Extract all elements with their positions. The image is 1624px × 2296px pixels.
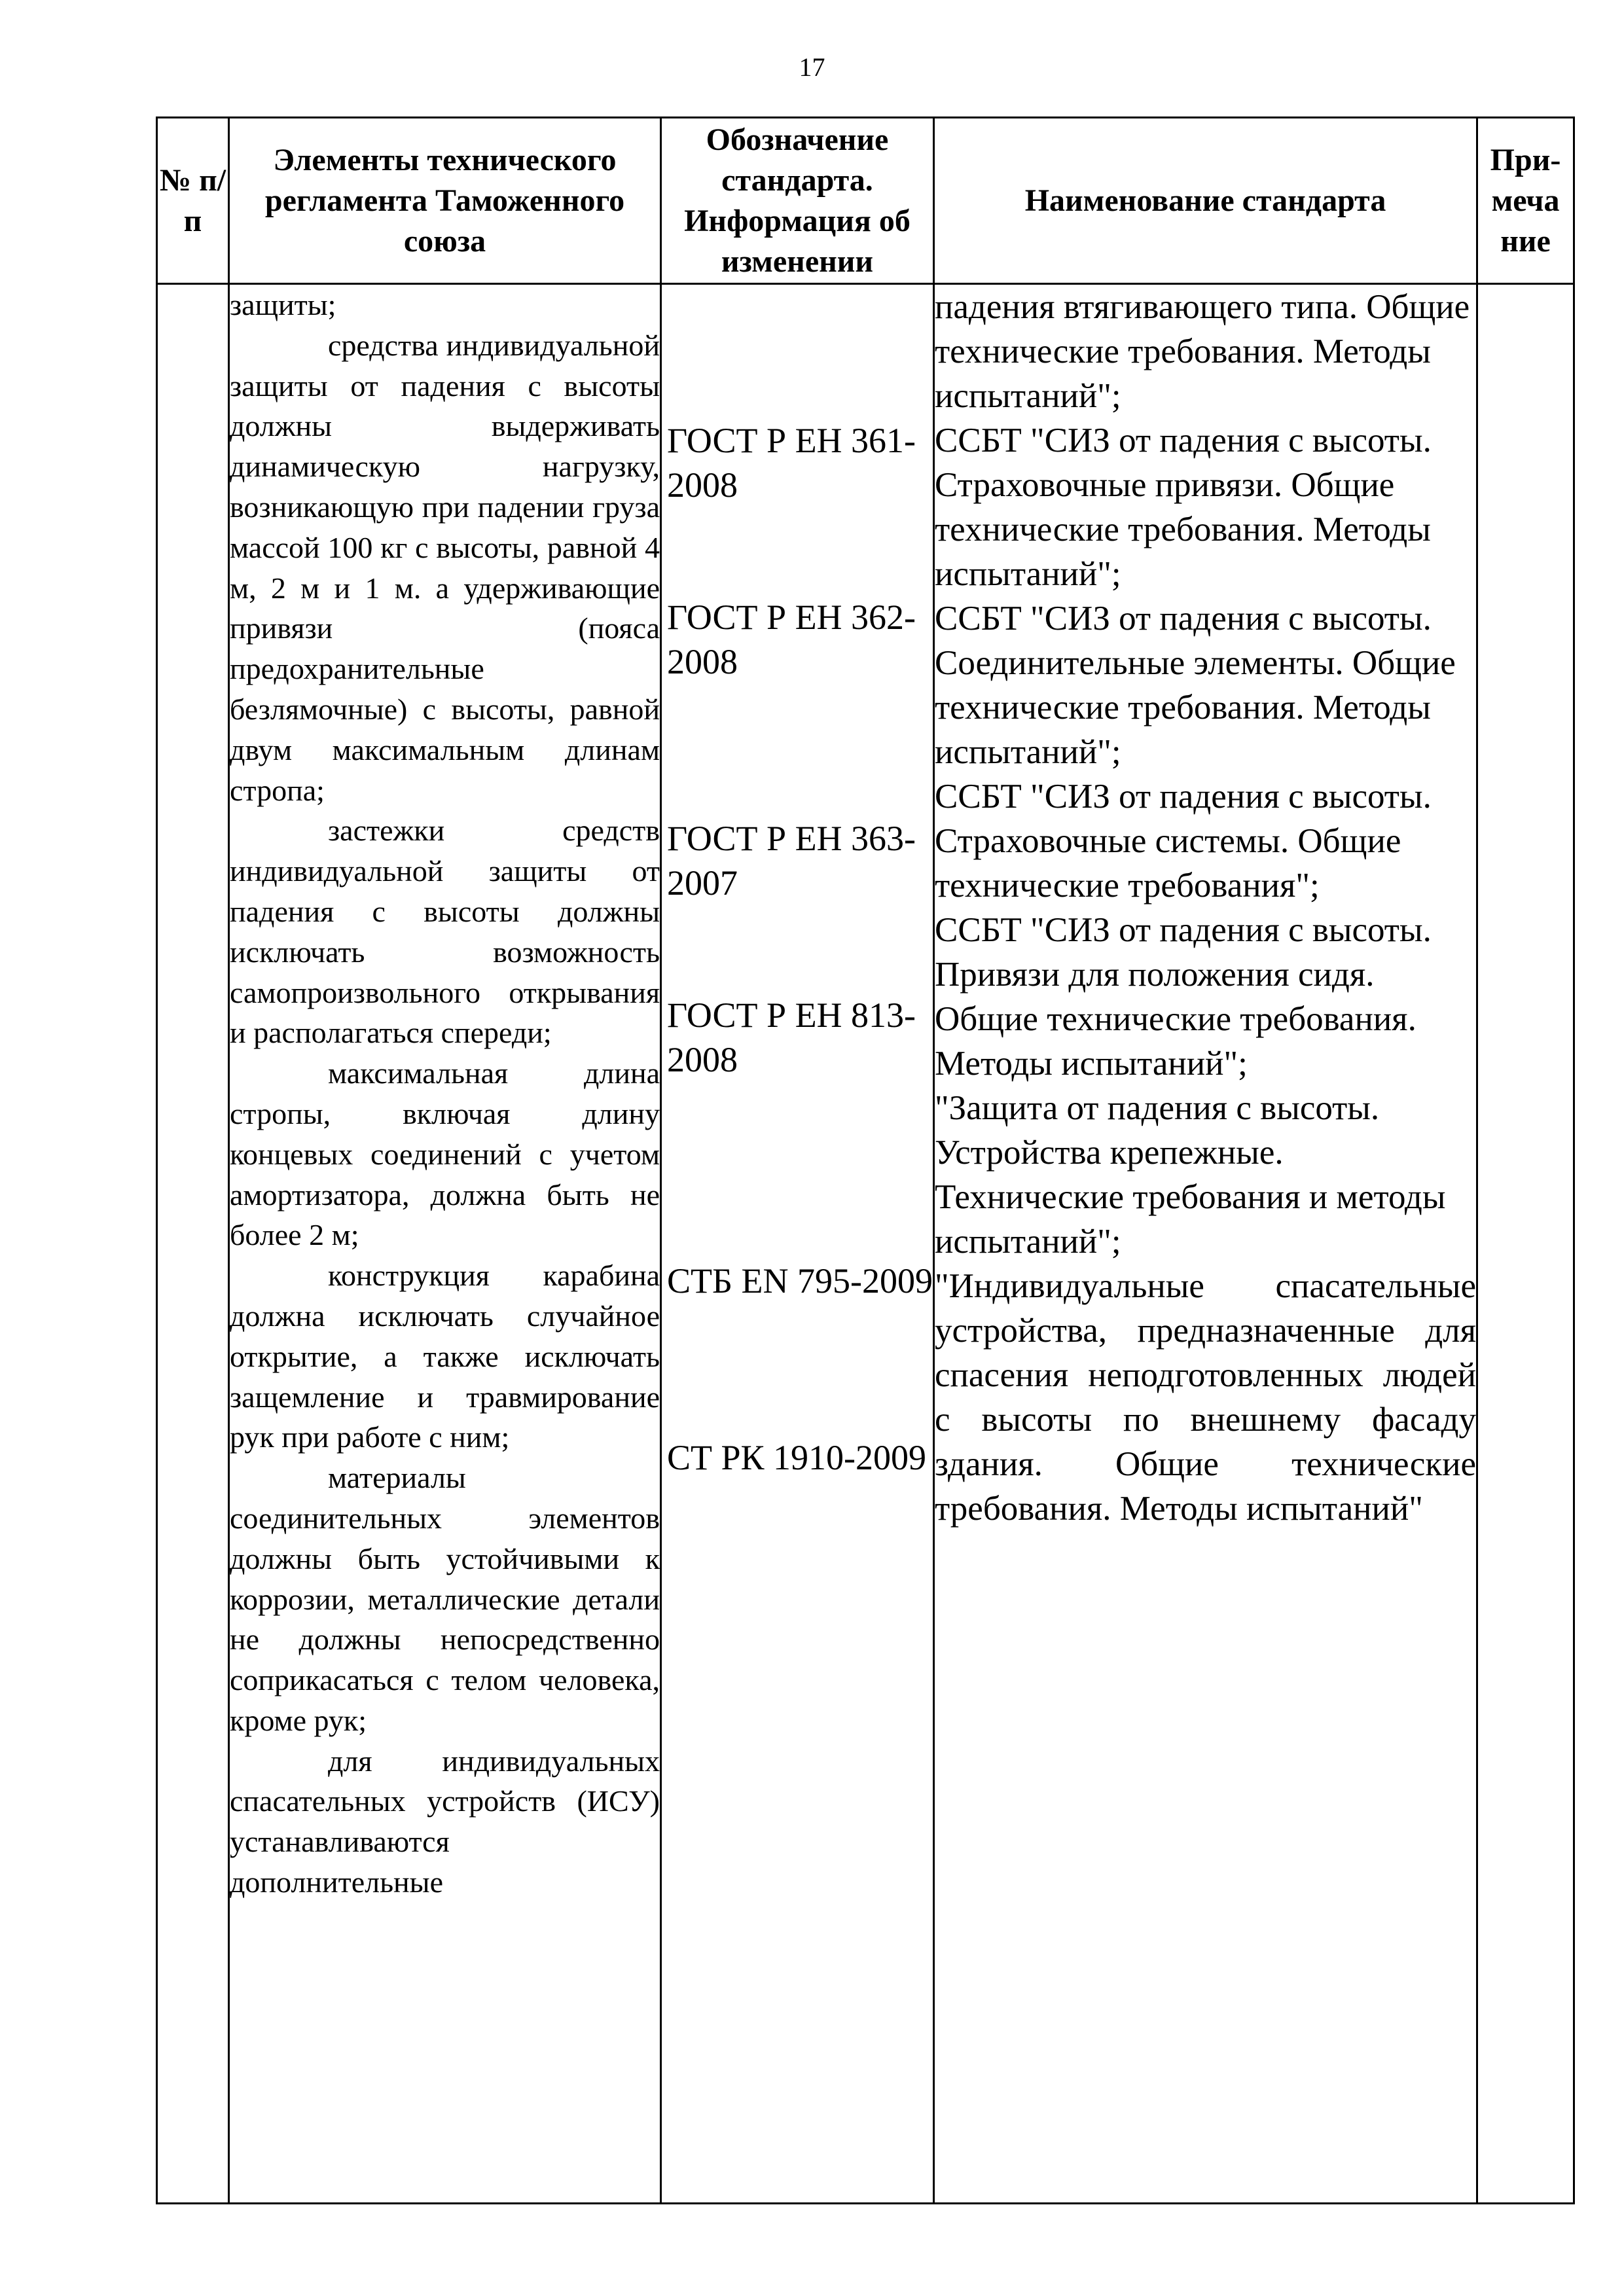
standard-designation: СТБ EN 795-2009 — [667, 1261, 933, 1300]
standard-designation: ГОСТ Р ЕН 813-2008 — [667, 996, 916, 1079]
page-number: 17 — [799, 52, 825, 82]
standard-name: ССБТ "СИЗ от падения с высоты. Привязи для положения сидя. Общие технические требования. Методы испытаний"; — [935, 911, 1432, 1083]
header-designation: Обозначение стандарта. Информация об изменении — [661, 118, 934, 284]
cell-number — [157, 284, 229, 2204]
standard-name: падения втягивающего типа. Общие технические требования. Методы испытаний"; — [935, 288, 1470, 415]
standards-table — [156, 117, 1575, 2204]
elements-paragraph: конструкция карабина должна исключать случайное открытие, а также исключать защемление и травмирование рук при работе с ним; — [230, 1259, 660, 1454]
standard-designation: ГОСТ Р ЕН 362-2008 — [667, 598, 916, 681]
elements-paragraph: материалы соединительных элементов должны быть устойчивыми к коррозии, металлические детали не должны непосредственно соприкасаться с телом человека, кроме рук; — [230, 1461, 660, 1737]
header-name: Наименование стандарта — [934, 118, 1477, 284]
table-header-row — [157, 118, 1574, 284]
elements-paragraph: застежки средств индивидуальной защиты от падения с высоты должны исключать возможность самопроизвольного открывания и располагаться спереди; — [230, 814, 660, 1050]
standard-name: ССБТ "СИЗ от падения с высоты. Страховочные привязи. Общие технические требования. Методы испытаний"; — [935, 422, 1432, 593]
standard-designation: ГОСТ Р ЕН 361-2008 — [667, 421, 916, 505]
cell-note — [1477, 284, 1574, 2204]
standard-designation: ГОСТ Р ЕН 363-2007 — [667, 819, 916, 903]
cell-elements — [229, 284, 661, 2204]
elements-paragraph: максимальная длина стропы, включая длину концевых соединений с учетом амортизатора, должна быть не более 2 м; — [230, 1056, 660, 1252]
standard-designation: СТ РК 1910-2009 — [667, 1438, 927, 1477]
standard-name: "Защита от падения с высоты. Устройства крепежные. Технические требования и методы испытаний"; — [935, 1089, 1446, 1261]
cell-designations — [661, 284, 934, 2204]
standard-name: ССБТ "СИЗ от падения с высоты. Страховочные системы. Общие технические требования"; — [935, 778, 1432, 905]
header-number: № п/п — [157, 118, 229, 284]
standard-name: ССБТ "СИЗ от падения с высоты. Соединительные элементы. Общие технические требования. Методы испытаний"; — [935, 600, 1456, 771]
standard-name: "Индивидуальные спасательные устройства, предназначенные для спасения неподготовленных людей с высоты по внешнему фасаду здания. Общие технические требования. Методы испытаний" — [935, 1267, 1476, 1528]
header-note: При- меча ние — [1477, 118, 1574, 284]
header-elements: Элементы технического регламента Таможенного союза — [229, 118, 661, 284]
table-row — [157, 284, 1574, 2204]
elements-paragraph: защиты; — [230, 288, 336, 321]
elements-paragraph: для индивидуальных спасательных устройств (ИСУ) устанавливаются дополнительные — [230, 1744, 660, 1899]
cell-standard-names — [934, 284, 1477, 2204]
elements-paragraph: средства индивидуальной защиты от падения с высоты должны выдерживать динамическую нагрузку, возникающую при падении груза массой 100 кг с высоты, равной 4 м, 2 м и 1 м. а удерживающие привязи (пояса предохранительные безлямочные) с высоты, равной двум максимальным длинам стропа; — [230, 328, 660, 807]
